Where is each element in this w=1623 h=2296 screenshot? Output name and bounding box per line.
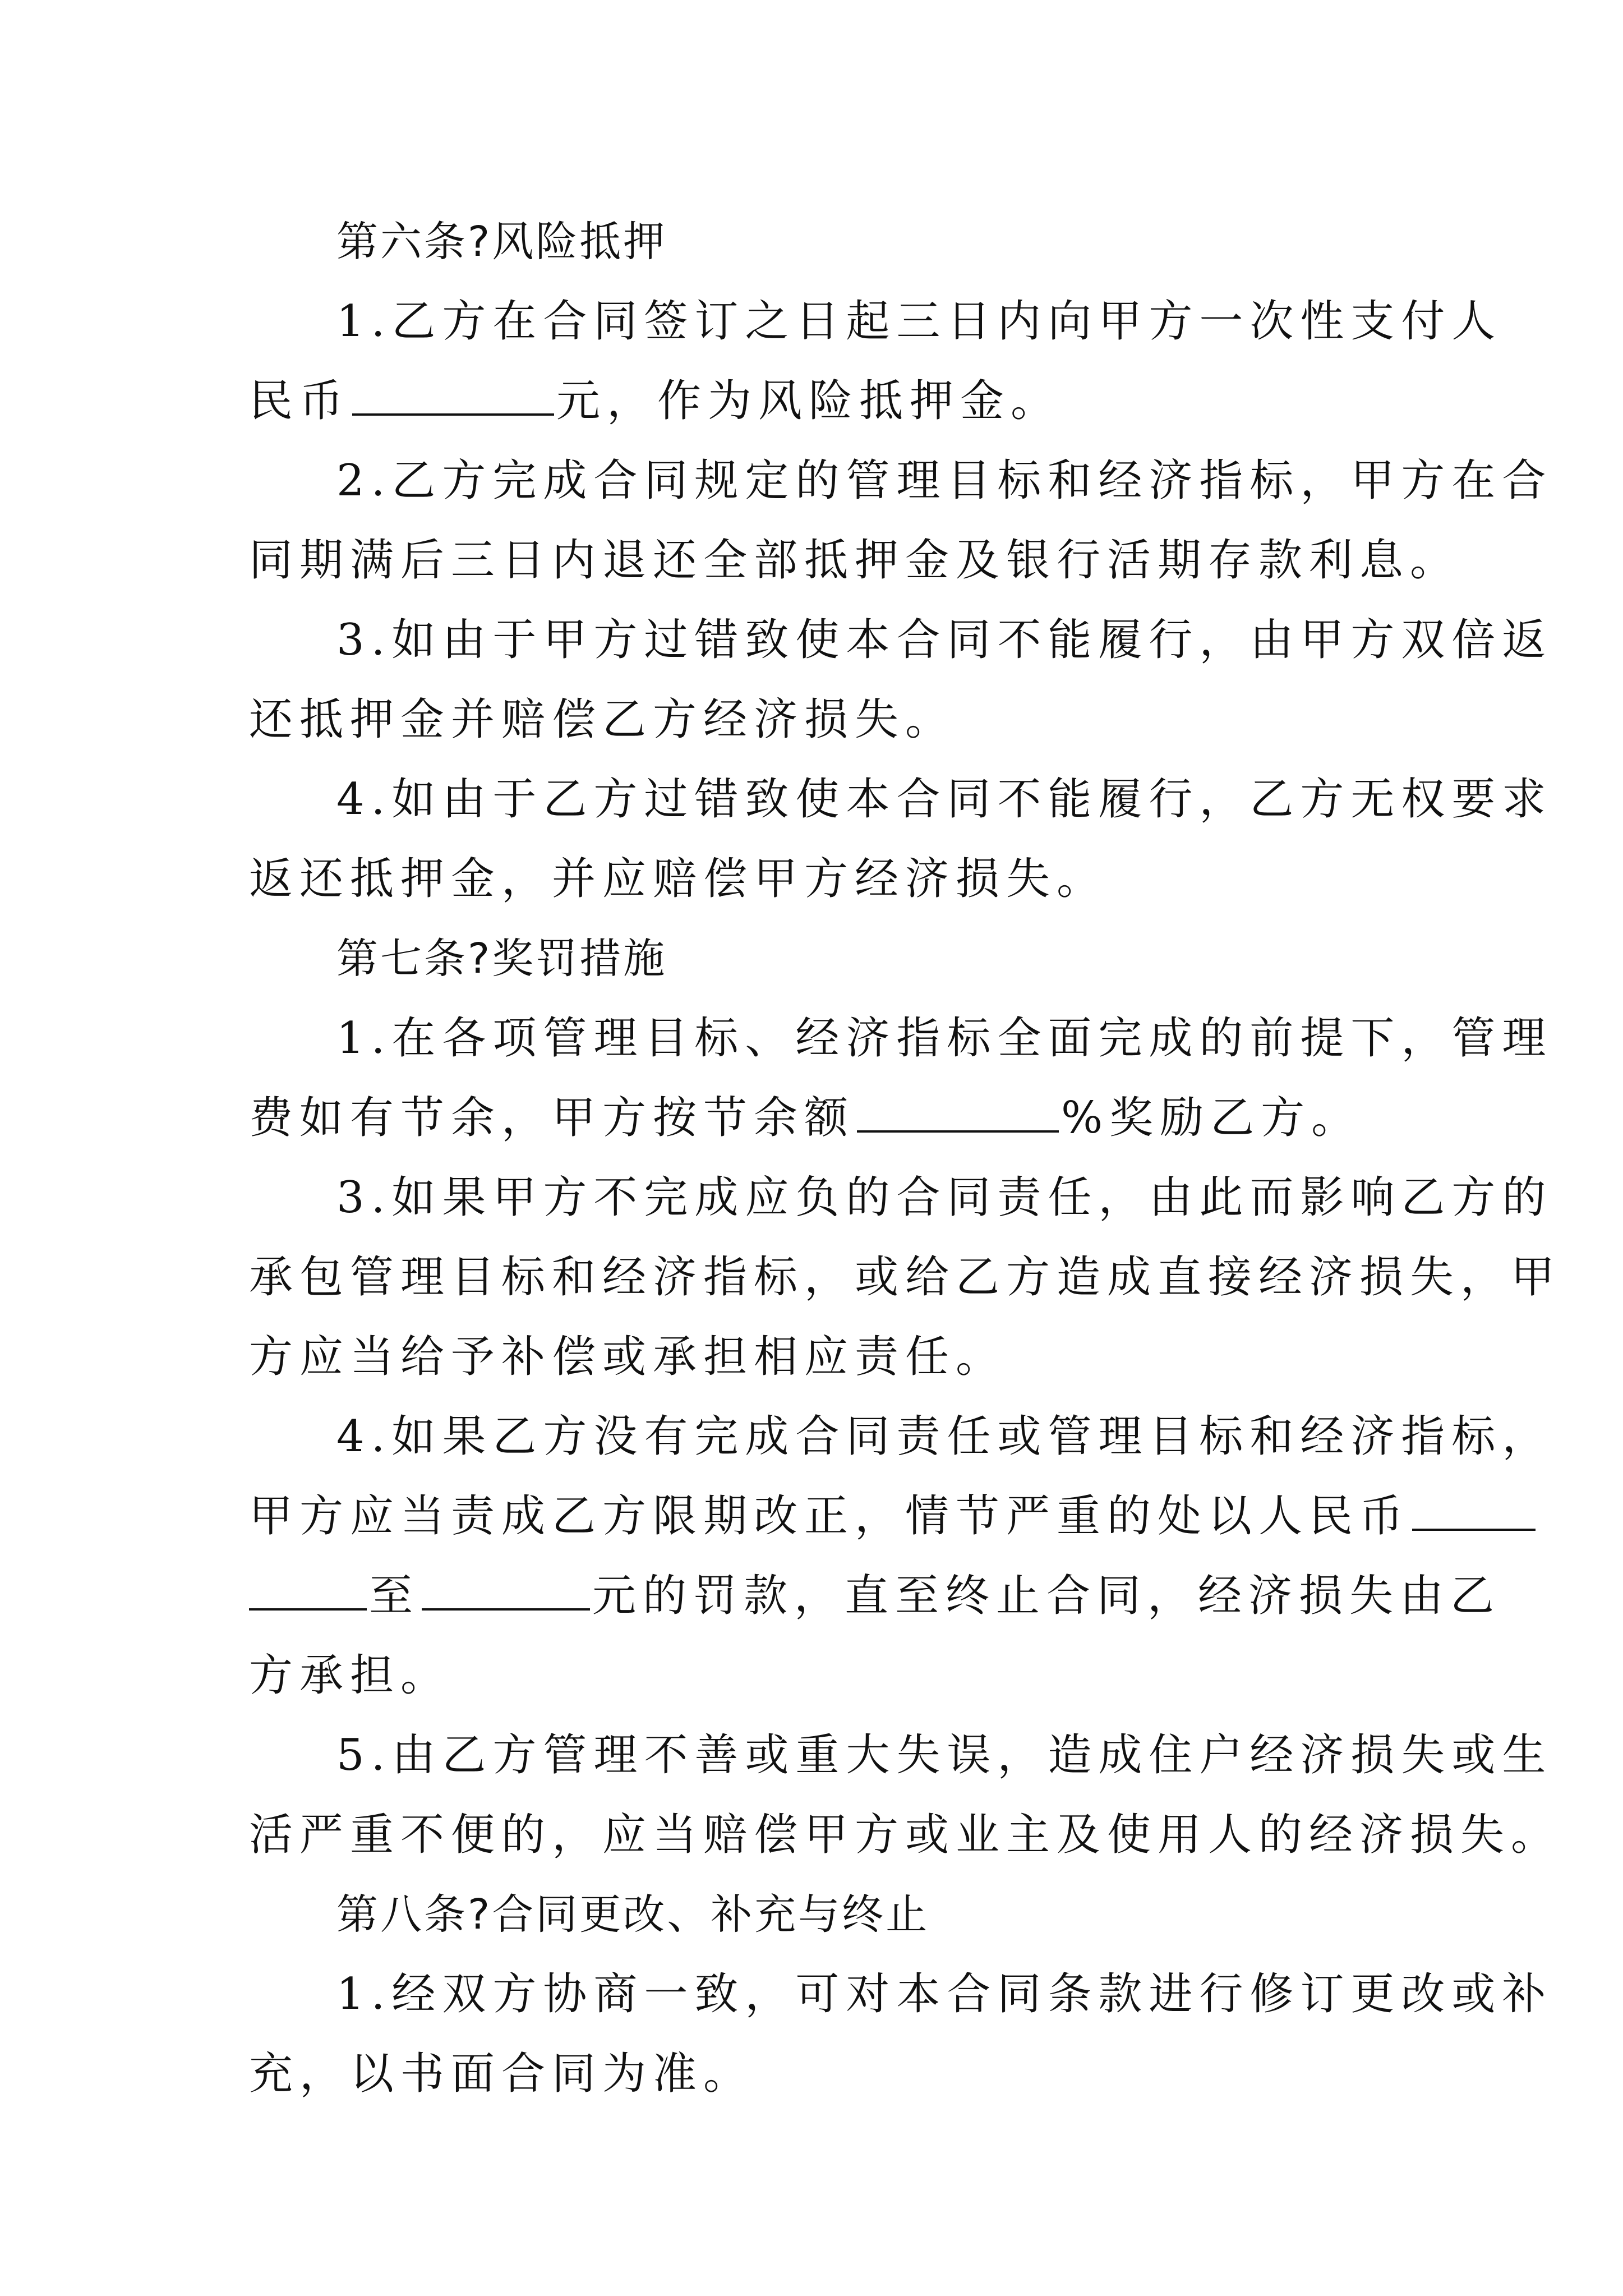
article7-item1-line1: 1.在各项管理目标、经济指标全面完成的前提下，管理 — [336, 1013, 1553, 1064]
article7-item4-line1: 4.如果乙方没有完成合同责任或管理目标和经济指标， — [336, 1411, 1553, 1462]
article7-item1-line2a: 费如有节余，甲方按节余额 — [249, 1093, 855, 1143]
article7-item4-line3 — [249, 1556, 1501, 1636]
fine-min-blank-part2[interactable] — [249, 1571, 367, 1611]
article7-item4-line4: 方承担。 — [249, 1650, 451, 1701]
article6-item3-line1: 3.如由于甲方过错致使本合同不能履行，由甲方双倍返 — [336, 615, 1553, 665]
article7-item4-line3a: 至 — [369, 1571, 420, 1621]
document-body — [249, 202, 1562, 2114]
article7-item4-line2 — [249, 1476, 1410, 1556]
article8-item1-line2: 充，以书面合同为准。 — [249, 2049, 754, 2099]
article8-heading: 第八条?合同更改、补充与终止 — [336, 1890, 930, 1939]
fine-min-blank-part1[interactable] — [1412, 1492, 1536, 1531]
article6-item1-line2a: 民币 — [249, 376, 351, 426]
article6-item1-line2 — [249, 361, 1393, 441]
article7-heading: 第七条?奖罚措施 — [336, 935, 667, 983]
fine-max-blank[interactable] — [422, 1571, 590, 1611]
article6-heading: 第六条?风险抵押 — [336, 218, 667, 266]
article7-item1-line2b: %奖励乙方。 — [1061, 1093, 1362, 1143]
article7-item4-line3b: 元的罚款，直至终止合同，经济损失由乙 — [592, 1571, 1501, 1621]
article6-item2-line2: 同期满后三日内退还全部抵押金及银行活期存款利息。 — [249, 535, 1461, 586]
article7-item5-line2: 活严重不便的，应当赔偿甲方或业主及使用人的经济损失。 — [249, 1810, 1562, 1860]
article7-item4-line2-text: 甲方应当责成乙方限期改正，情节严重的处以人民币 — [249, 1491, 1410, 1542]
article6-item1-line1: 1.乙方在合同签订之日起三日内向甲方一次性支付人 — [336, 296, 1502, 347]
article6-item4-line1: 4.如由于乙方过错致使本合同不能履行，乙方无权要求 — [336, 774, 1553, 825]
article7-item1-line2 — [249, 1078, 1393, 1158]
article8-item1-line1: 1.经双方协商一致，可对本合同条款进行修订更改或补 — [336, 1969, 1553, 2019]
percent-blank[interactable] — [857, 1093, 1059, 1133]
article7-item3-line2: 承包管理目标和经济指标，或给乙方造成直接经济损失，甲 — [249, 1252, 1562, 1303]
article6-item4-line2: 返还抵押金，并应赔偿甲方经济损失。 — [249, 854, 1108, 904]
article6-item3-line2: 还抵押金并赔偿乙方经济损失。 — [249, 694, 956, 745]
article7-item3-line3: 方应当给予补偿或承担相应责任。 — [249, 1332, 1007, 1382]
article7-item3-line1: 3.如果甲方不完成应负的合同责任，由此而影响乙方的 — [336, 1172, 1553, 1223]
amount-blank[interactable] — [352, 376, 554, 416]
article6-item2-line1: 2.乙方完成合同规定的管理目标和经济指标，甲方在合 — [336, 455, 1553, 506]
article7-item5-line1: 5.由乙方管理不善或重大失误，造成住户经济损失或生 — [336, 1730, 1553, 1780]
article6-item1-line2b: 元，作为风险抵押金。 — [556, 376, 1062, 426]
